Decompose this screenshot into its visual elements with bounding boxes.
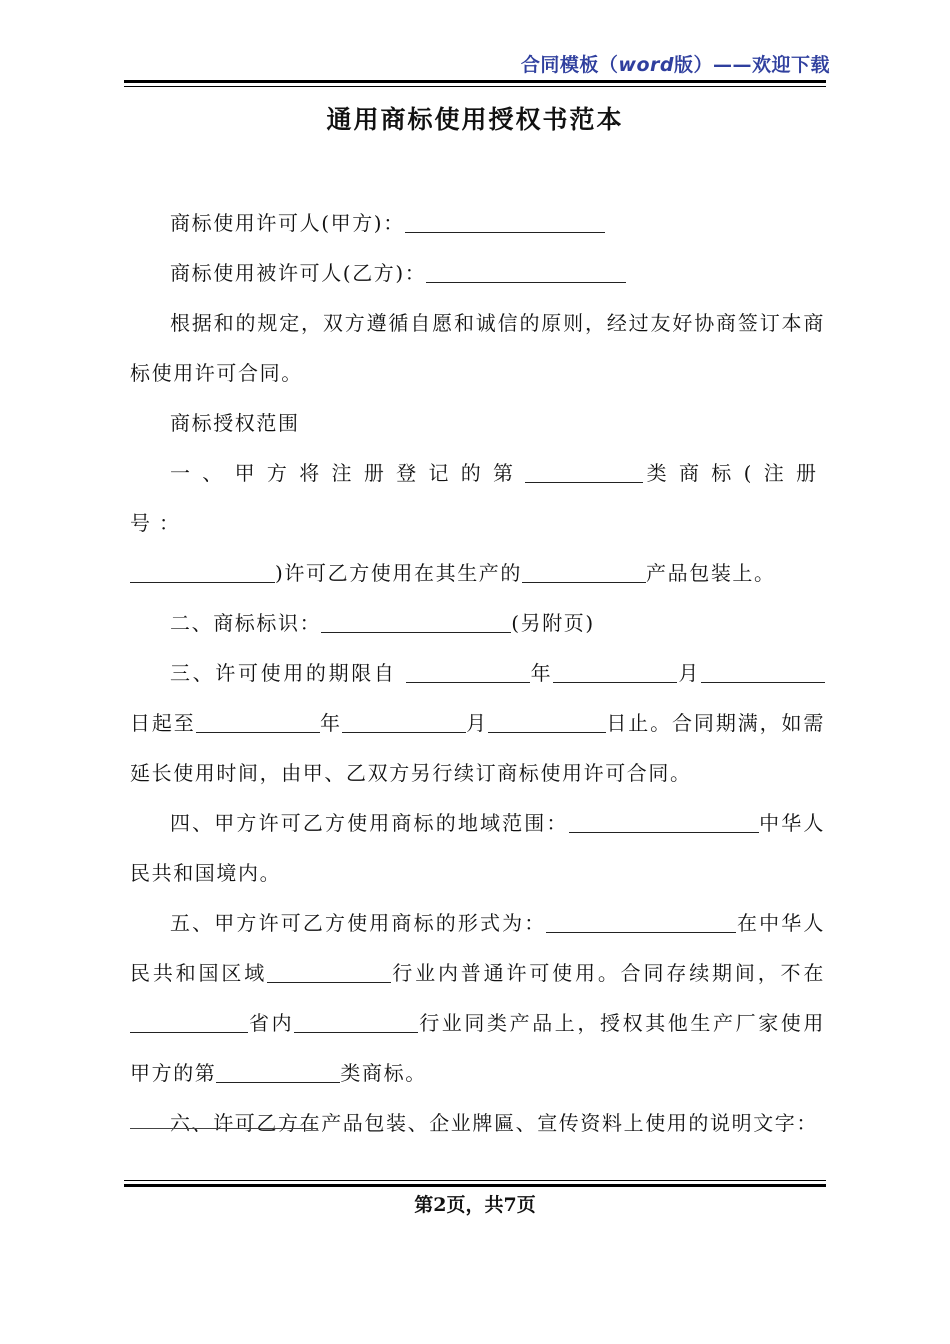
class-blank (216, 1060, 340, 1083)
document-title: 通用商标使用授权书范本 (326, 105, 624, 134)
clause-5-text-d: 省内 (248, 1011, 295, 1035)
form-blank (546, 910, 736, 933)
footer-rule-thin (124, 1180, 826, 1181)
header-rule-thin (124, 86, 826, 87)
header-word: word (618, 54, 674, 76)
page-number: 第2页，共7页 (414, 1194, 536, 1216)
running-header (521, 50, 830, 77)
end-year-blank (196, 710, 320, 733)
trademark-mark-blank (321, 610, 511, 633)
clause-3 (130, 648, 825, 798)
header-post: 版）——欢迎下载 (673, 54, 830, 76)
region-blank (569, 810, 759, 833)
clause-3-text-g: 日止。合同期满，如需延长使用时间，由甲、乙双方另行续订商标使用许可合同。 (130, 711, 825, 785)
licensor-label: 商标使用许可人(甲方)： (170, 211, 405, 235)
clause-1-first-line (130, 448, 825, 548)
clause-5-text-b: 在中华人民共和国区域 (130, 911, 825, 985)
footer-rule-thick (124, 1184, 826, 1187)
class-number-blank (525, 460, 643, 483)
clause-5 (130, 898, 825, 1098)
registration-number-blank (130, 560, 275, 583)
clause-1-text-b: 类商标(注册号： (130, 461, 825, 535)
clause-3-month-label: 月 (677, 661, 701, 685)
document-body (130, 198, 825, 1148)
clause-5-text-f: 类商标。 (340, 1061, 427, 1085)
clause-3-text-a: 三、许可使用的期限自 (170, 661, 397, 685)
clause-2-text-b: (另附页) (511, 611, 595, 635)
product-blank (522, 560, 646, 583)
clause-4 (130, 798, 825, 898)
clause-3-end-month-label: 月 (465, 711, 489, 735)
licensee-line (130, 248, 825, 298)
same-industry-blank (294, 1010, 418, 1033)
licensor-blank (405, 210, 605, 233)
start-year-blank (406, 660, 530, 683)
clause-1-text-c: )许可乙方使用在其生产的 (275, 561, 523, 585)
clause-1-text-a: 一、甲方将注册登记的第 (170, 461, 526, 485)
end-month-blank (342, 710, 466, 733)
clause-4-text-b: 中华人民共和国境内。 (130, 811, 825, 885)
clause-2-text-a: 二、商标标识： (170, 611, 322, 635)
clause-1-second-line (130, 548, 825, 598)
clause-6: 六、许可乙方在产品包装、企业牌匾、宣传资料上使用的说明文字： (170, 1111, 818, 1135)
clause-5-text-c: 行业内普通许可使用。合同存续期间，不在 (391, 961, 825, 985)
clause-3-end-year-label: 年 (319, 711, 342, 735)
scope-heading: 商标授权范围 (170, 411, 300, 435)
clause-3-text-d: 日起至 (130, 711, 196, 735)
licensor-line (130, 198, 825, 248)
clause-5-text-e: 行业同类产品上，授权其他生产厂家使用甲方的第 (130, 1011, 825, 1085)
start-month-blank (553, 660, 677, 683)
header-pre: 合同模板（ (520, 54, 619, 76)
province-blank (130, 1010, 248, 1033)
preamble-paragraph: 根据和的规定，双方遵循自愿和诚信的原则，经过友好协商签订本商标使用许可合同。 (130, 311, 825, 385)
end-day-blank (488, 710, 606, 733)
description-blank (130, 1128, 318, 1129)
clause-4-text-a: 四、甲方许可乙方使用商标的地域范围： (170, 811, 569, 835)
clause-3-year-label: 年 (529, 661, 554, 685)
licensee-label: 商标使用被许可人(乙方)： (170, 261, 427, 285)
clause-2 (130, 598, 825, 648)
clause-5-text-a: 五、甲方许可乙方使用商标的形式为： (170, 911, 547, 935)
clause-1-text-d: 产品包装上。 (646, 561, 776, 585)
licensee-blank (426, 260, 626, 283)
industry-blank (267, 960, 391, 983)
header-rule-thick (124, 80, 826, 83)
start-day-blank (701, 660, 825, 683)
